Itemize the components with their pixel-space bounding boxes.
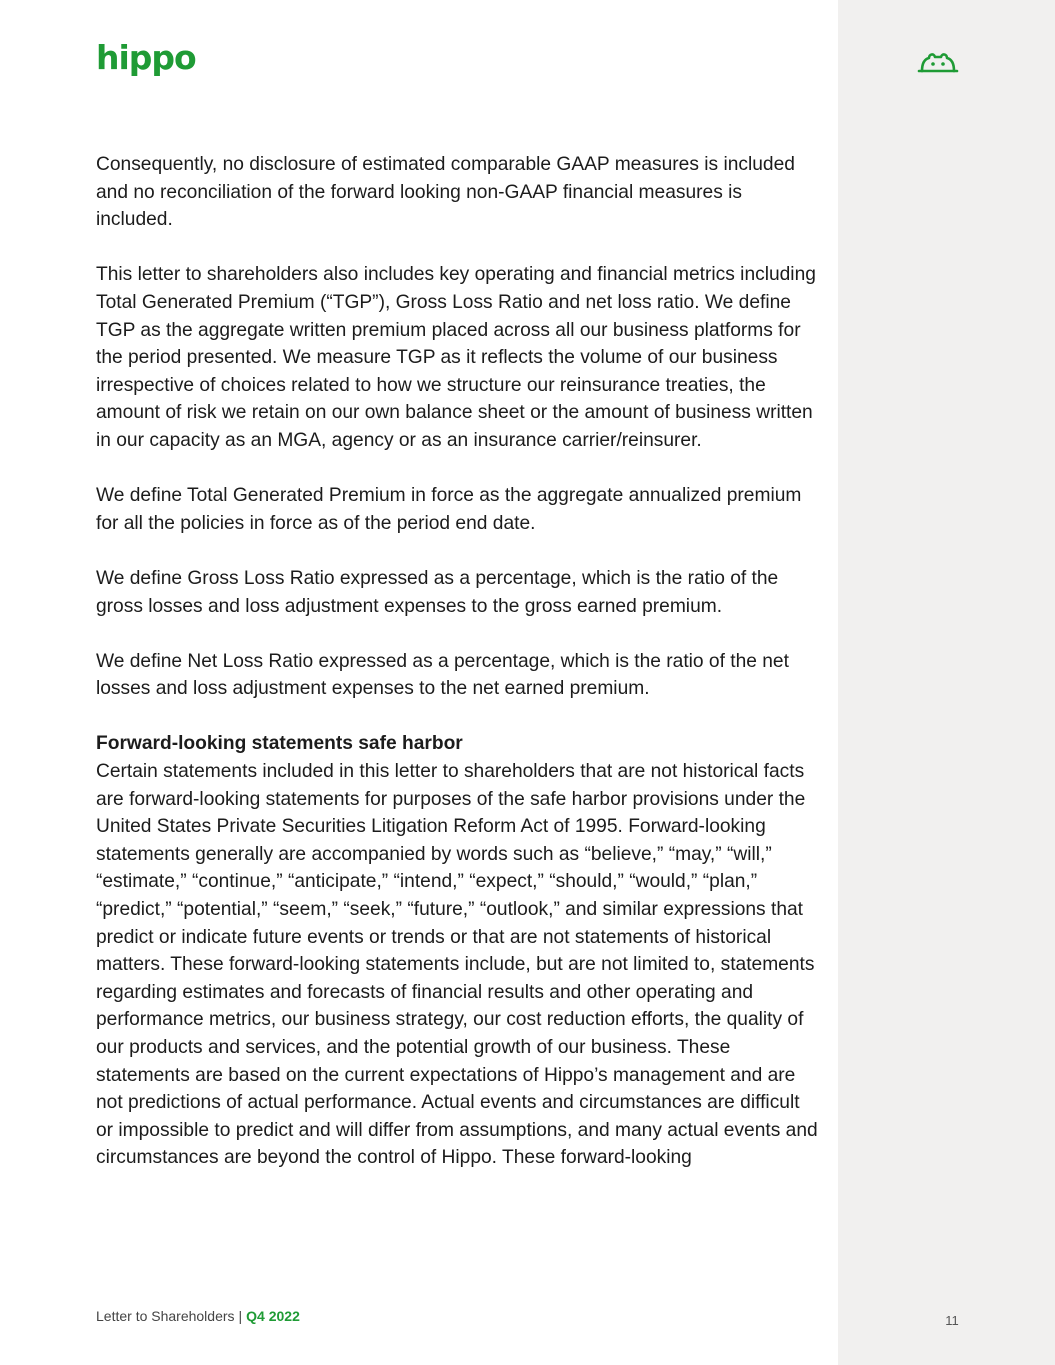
paragraph-gaap-disclosure: Consequently, no disclosure of estimated comparable GAAP measures is included and no reconciliation of the forward looking non-GAAP financial measures is included. bbox=[96, 154, 795, 231]
footer-separator: | bbox=[238, 1308, 243, 1324]
paragraph-tgp-in-force: We define Total Generated Premium in force as the aggregate annualized premium for all the policies in force as of the period end date. bbox=[96, 485, 802, 534]
paragraph-net-loss-ratio: We define Net Loss Ratio expressed as a percentage, which is the ratio of the net losses and loss adjustment expenses to the net earned premium. bbox=[96, 650, 789, 700]
letter-body bbox=[96, 151, 818, 1172]
paragraph-gross-loss-ratio: We define Gross Loss Ratio expressed as a percentage, which is the ratio of the gross losses and loss adjustment expenses to the gross earned premium. bbox=[96, 567, 779, 617]
footer-doc-title: Letter to Shareholders bbox=[96, 1308, 235, 1324]
footer bbox=[96, 1308, 300, 1324]
hippo-mascot-icon bbox=[916, 48, 960, 76]
page-number: 11 bbox=[945, 1313, 959, 1328]
paragraph-safe-harbor: Certain statements included in this letter to shareholders that are not historical facts are forward-looking statements for purposes of the safe harbor provisions under the United States Private Securities Litigation Reform Act of 1995. Forward-looking statements generally are accompanied by words such as “believe,” “may,” “will,” “estimate,” “continue,” “anticipate,” “intend,” “expect,” “should,” “would,” “plan,” “predict,” “potential,” “seem,” “seek,” “future,” “outlook,” and similar expressions that predict or indicate future events or trends or that are not statements of historical matters. These forward-looking statements include, but are not limited to, statements regarding estimates and forecasts of financial results and other operating and performance metrics, our business strategy, our cost reduction efforts, the quality of our products and services, and the potential growth of our business. These statements are based on the current expectations of Hippo’s management and are not predictions of actual performance. Actual events and circumstances are difficult or impossible to predict and will differ from assumptions, and many actual events and circumstances are beyond the control of Hippo. These forward-looking bbox=[96, 761, 818, 1169]
safe-harbor-heading: Forward-looking statements safe harbor bbox=[96, 733, 463, 755]
footer-quarter: Q4 2022 bbox=[246, 1308, 300, 1324]
hippo-logo: hippo bbox=[96, 38, 196, 77]
paragraph-key-metrics: This letter to shareholders also includes key operating and financial metrics including Total Generated Premium (“TGP”), Gross Loss Ratio and net loss ratio. We define TGP as the aggregate written premium placed across all our business platforms for the period presented. We measure TGP as it reflects the volume of our business irrespective of choices related to how we structure our reinsurance treaties, the amount of risk we retain on our own balance sheet or the amount of business written in our capacity as an MGA, agency or as an insurance carrier/reinsurer. bbox=[96, 264, 816, 451]
right-sidebar-panel bbox=[838, 0, 1055, 1365]
